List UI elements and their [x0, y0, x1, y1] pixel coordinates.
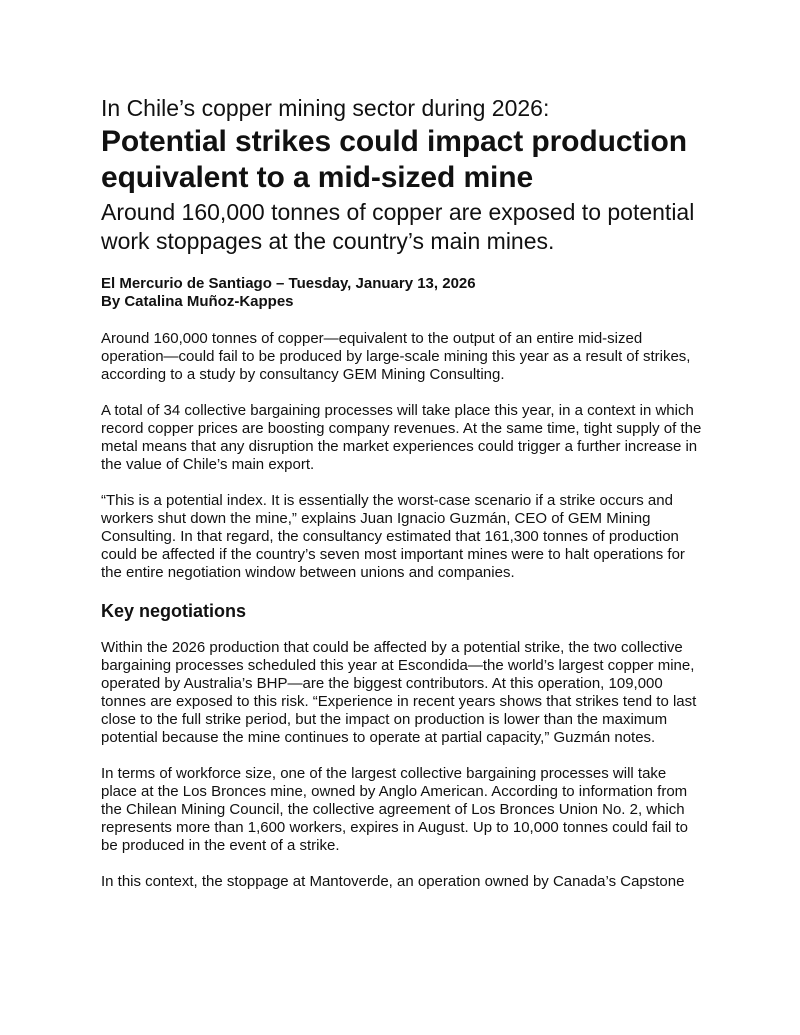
body-paragraph: Around 160,000 tonnes of copper—equivalent to the output of an entire mid-sized operation—could fail to be produced by large-scale mining this year as a result of strikes, according to a study by consultancy GEM Mining Consulting.	[101, 330, 691, 383]
body-paragraph: In this context, the stoppage at Mantoverde, an operation owned by Canada’s Capstone	[101, 873, 685, 890]
article-subhead: Around 160,000 tonnes of copper are exposed to potential work stoppages at the country’s main mines.	[101, 199, 695, 254]
article-headline: Potential strikes could impact production equivalent to a mid-sized mine	[101, 125, 687, 194]
author-line: By Catalina Muñoz-Kappes	[101, 293, 294, 310]
body-paragraph: Within the 2026 production that could be affected by a potential strike, the two collective bargaining processes scheduled this year at Escondida—the world’s largest copper mine, operated by Australia’s BHP—are the biggest contributors. At this operation, 109,000 tonnes are exposed to this risk. “Experience in recent years shows that strikes tend to last close to the full strike period, but the impact on production is lower than the maximum potential because the mine continues to operate at partial capacity,” Guzmán notes.	[101, 639, 697, 746]
body-paragraph: In terms of workforce size, one of the largest collective bargaining processes will take place at the Los Bronces mine, owned by Anglo American. According to information from the Chilean Mining Council, the collective agreement of Los Bronces Union No. 2, which represents more than 1,600 workers, expires in August. Up to 10,000 tonnes could fail to be produced in the event of a strike.	[101, 765, 689, 854]
body-paragraph: A total of 34 collective bargaining processes will take place this year, in a context in which record copper prices are boosting company revenues. At the same time, tight supply of the metal means that any disruption the market experiences could trigger a further increase in the value of Chile’s main export.	[101, 402, 702, 473]
section-heading: Key negotiations	[101, 601, 247, 621]
article-kicker: In Chile’s copper mining sector during 2026:	[101, 95, 550, 121]
body-paragraph: “This is a potential index. It is essentially the worst-case scenario if a strike occurs and workers shut down the mine,” explains Juan Ignacio Guzmán, CEO of GEM Mining Consulting. In that regard, the consultancy estimated that 161,300 tonnes of production could be affected if the country’s seven most important mines were to halt operations for the entire negotiation window between unions and companies.	[101, 492, 685, 581]
byline	[101, 275, 704, 311]
source-line: El Mercurio de Santiago – Tuesday, January 13, 2026	[101, 275, 476, 292]
